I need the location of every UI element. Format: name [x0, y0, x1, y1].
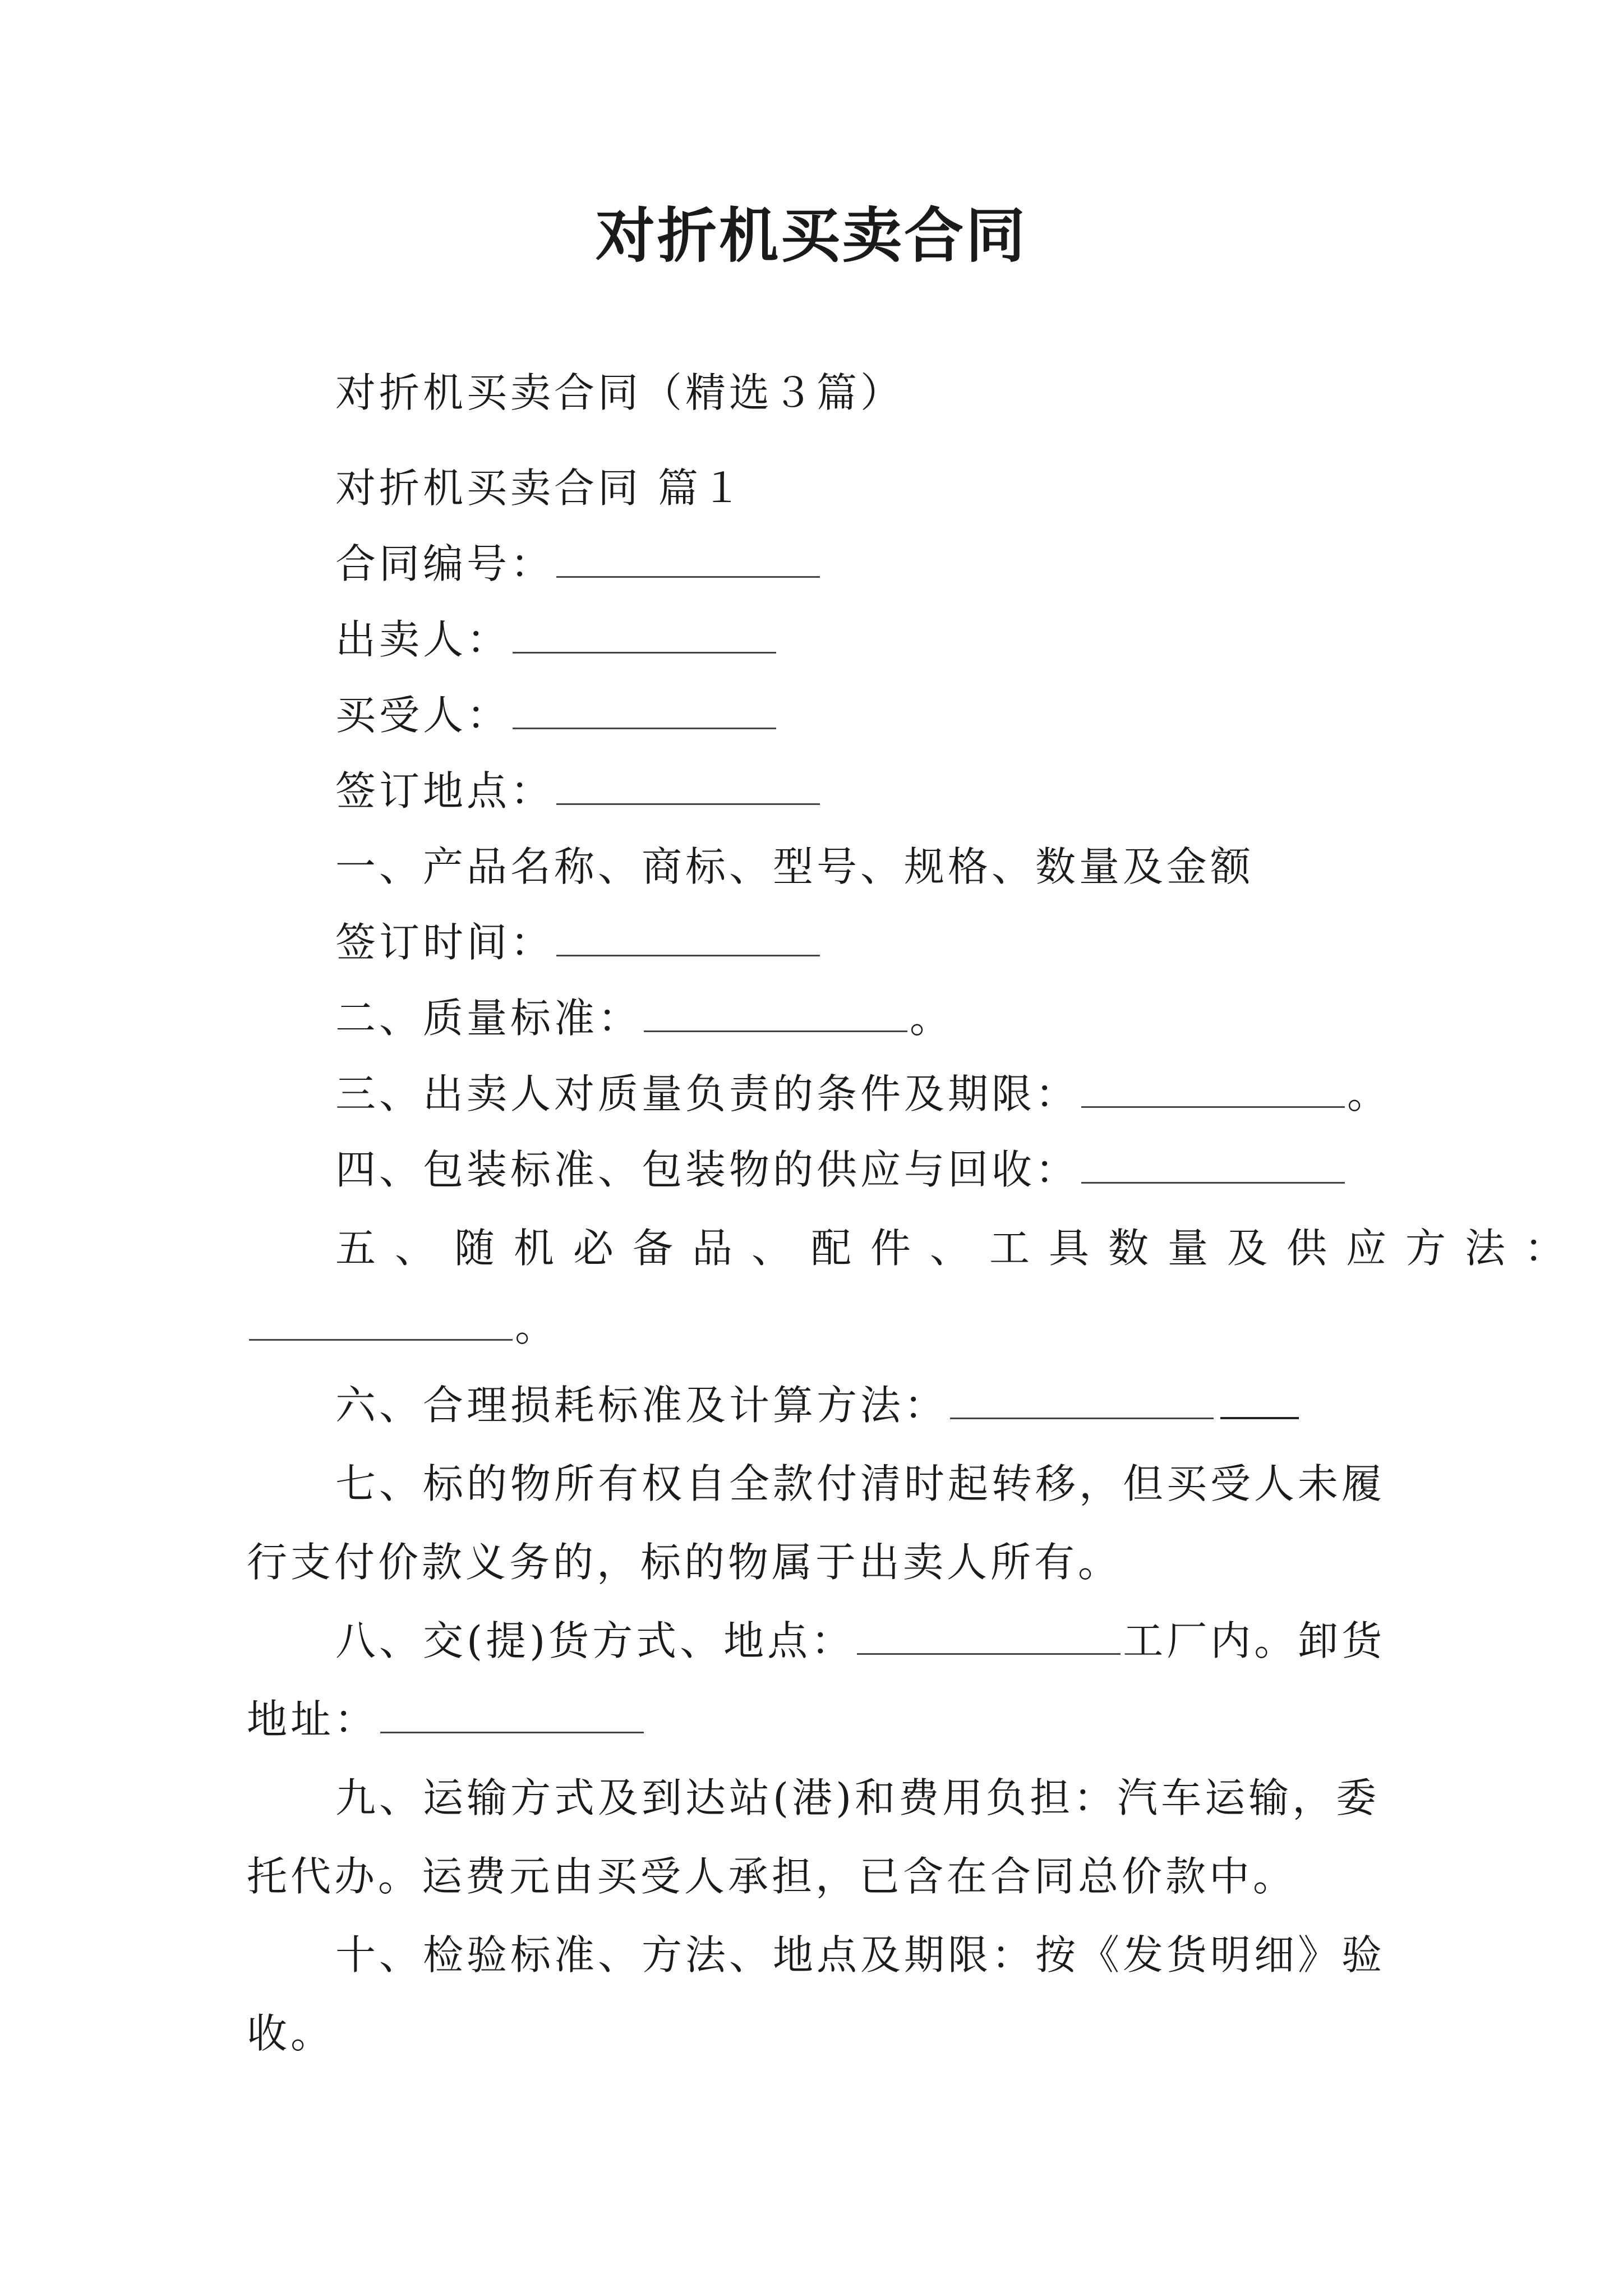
clause-9-line-1: 九、运输方式及到达站(港)和费用负担：汽车运输，委 — [335, 1774, 1380, 1821]
buyer-label: 买受人： — [335, 692, 511, 739]
clause-2-blank — [644, 997, 907, 1032]
clause-2-end: 。 — [910, 995, 954, 1042]
clause-6-blank — [950, 1384, 1214, 1419]
clause-10-line-1: 十、检验标准、方法、地点及期限：按《发货明细》验 — [335, 1931, 1386, 1978]
contract-number-field — [335, 536, 822, 592]
unload-address-label: 地址： — [247, 1696, 379, 1743]
clause-9-line-2: 托代办。运费元由买受人承担，已含在合同总价款中。 — [247, 1853, 1297, 1900]
clause-1: 一、产品名称、商标、型号、规格、数量及金额 — [335, 843, 1255, 890]
document-title: 对折机买卖合同 — [596, 200, 1027, 270]
clause-3 — [335, 1066, 1391, 1122]
clause-8-tail: 工厂内。卸货 — [1123, 1617, 1386, 1664]
clause-5-continued — [247, 1299, 559, 1355]
contract-number-blank — [556, 542, 820, 578]
clause-3-label: 三、出卖人对质量负责的条件及期限： — [335, 1070, 1080, 1117]
clause-5: 五、随机必备品、配件、工具数量及供应方法： — [335, 1225, 1584, 1272]
clause-6 — [335, 1377, 1299, 1433]
clause-8-blank — [857, 1619, 1121, 1655]
sign-time-label: 签订时间： — [335, 919, 555, 966]
clause-7-line-1: 七、标的物所有权自全款付清时起转移，但买受人未履 — [335, 1460, 1386, 1507]
clause-2-label: 二、质量标准： — [335, 995, 642, 1042]
clause-5-blank — [249, 1305, 513, 1341]
clause-3-blank — [1081, 1073, 1345, 1108]
part-heading: 对折机买卖合同 篇１ — [335, 464, 745, 512]
clause-8-line-2 — [247, 1691, 646, 1747]
sign-place-field — [335, 763, 822, 819]
clause-6-label: 六、合理损耗标准及计算方法： — [335, 1382, 948, 1429]
clause-7-line-2: 行支付价款义务的，标的物属于出卖人所有。 — [247, 1539, 1122, 1586]
clause-8-line-1 — [335, 1613, 1385, 1669]
clause-5-end: 。 — [515, 1303, 559, 1350]
clause-8-label: 八、交(提)货方式、地点： — [335, 1617, 855, 1664]
contract-number-label: 合同编号： — [335, 540, 555, 587]
clause-4-label: 四、包装标准、包装物的供应与回收： — [335, 1146, 1080, 1193]
sign-time-blank — [556, 921, 820, 956]
seller-blank — [513, 618, 776, 654]
sign-place-blank — [556, 770, 820, 805]
clause-6-dash — [1220, 1391, 1299, 1419]
seller-label: 出卖人： — [335, 616, 511, 663]
buyer-blank — [513, 694, 776, 729]
buyer-field — [335, 687, 778, 743]
clause-4-blank — [1081, 1148, 1345, 1184]
clause-3-end: 。 — [1347, 1070, 1391, 1117]
sign-place-label: 签订地点： — [335, 767, 555, 815]
clause-2 — [335, 990, 953, 1046]
unload-address-blank — [380, 1698, 644, 1733]
sign-time-field — [335, 914, 822, 970]
clause-10-line-2: 收。 — [247, 2010, 335, 2057]
document-subtitle: 对折机买卖合同（精选３篇） — [335, 369, 905, 416]
clause-4 — [335, 1142, 1347, 1198]
seller-field — [335, 611, 778, 668]
